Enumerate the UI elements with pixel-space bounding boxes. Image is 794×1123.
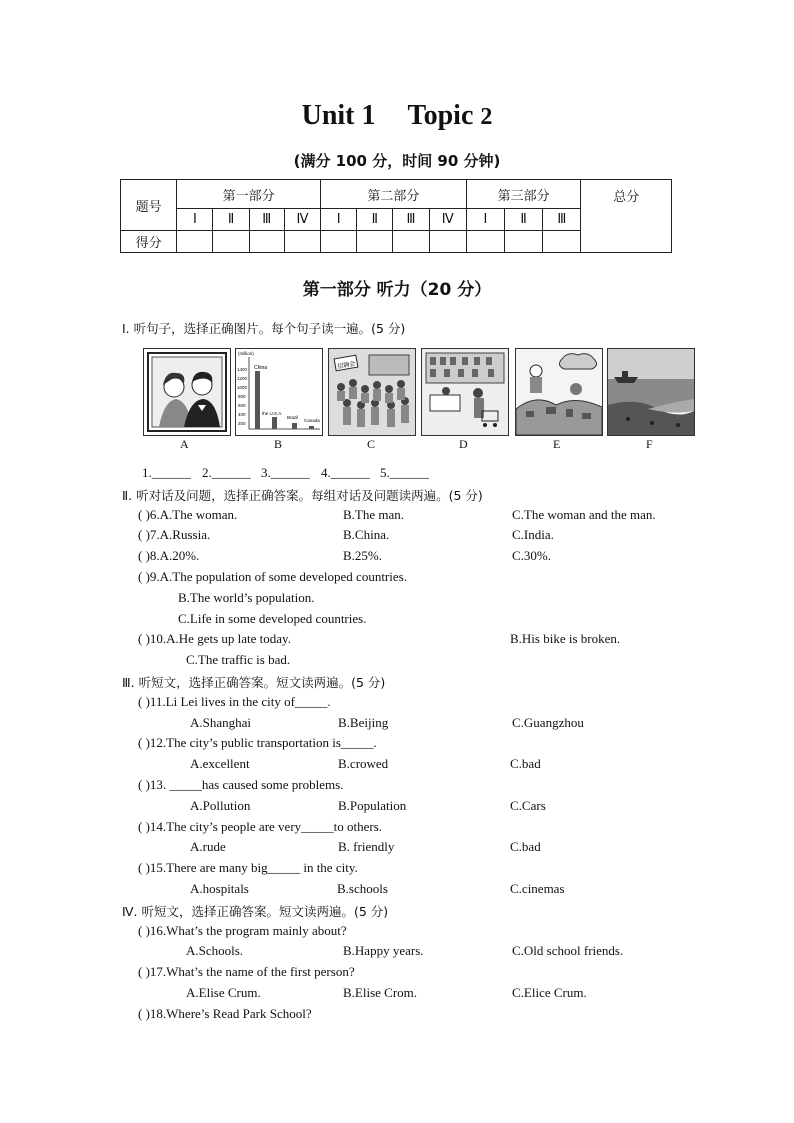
- option-c[interactable]: C.Guangzhou: [512, 715, 584, 730]
- option-b[interactable]: B.25%.: [343, 548, 382, 563]
- picture-e: [515, 348, 603, 436]
- chart-label-usa: the U.S.A.: [262, 411, 283, 416]
- option-b[interactable]: B.crowed: [338, 756, 389, 771]
- part3-col: Ⅱ: [505, 209, 543, 231]
- score-row-label: 得分: [121, 231, 177, 253]
- option-b[interactable]: B.Population: [338, 798, 407, 813]
- score-cell[interactable]: [429, 231, 466, 253]
- picture-f-label: F: [646, 437, 653, 451]
- option-c[interactable]: C.Elice Crum.: [512, 985, 587, 1000]
- part1-header: 第一部分: [177, 180, 321, 209]
- picture-d-label: D: [459, 437, 468, 451]
- option-b[interactable]: B.Beijing: [338, 715, 389, 730]
- picture-f: [607, 348, 695, 436]
- chart-tick: 1400: [237, 367, 248, 372]
- part2-heading: Ⅱ. 听对话及问题，选择正确答案。每组对话及问题读两遍。(5 分): [122, 488, 483, 503]
- score-cell[interactable]: [505, 231, 543, 253]
- part1-heading: Ⅰ. 听句子，选择正确图片。每个句子读一遍。(5 分): [122, 321, 406, 336]
- question-8: ( )8.A.20%.: [138, 548, 200, 563]
- option-a[interactable]: A.excellent: [190, 756, 250, 771]
- option-a[interactable]: A.Shanghai: [190, 715, 252, 730]
- score-cell[interactable]: [284, 231, 320, 253]
- option-c[interactable]: C.The traffic is bad.: [186, 652, 291, 667]
- question-11: ( )11.Li Lei lives in the city of_____.: [138, 694, 331, 709]
- chart-tick: 200: [238, 421, 246, 426]
- part3-col: Ⅲ: [543, 209, 581, 231]
- answer-blank-4[interactable]: 4.______: [321, 465, 370, 480]
- option-b[interactable]: B. friendly: [338, 839, 395, 854]
- chart-tick: 1000: [237, 385, 248, 390]
- topic-label: Topic: [407, 100, 474, 131]
- part3-col: Ⅰ: [466, 209, 504, 231]
- question-15: ( )15.There are many big_____ in the city.: [138, 860, 358, 875]
- picture-a: [143, 348, 231, 436]
- chart-tick: 800: [238, 394, 246, 399]
- option-c[interactable]: C.bad: [510, 839, 541, 854]
- score-cell[interactable]: [213, 231, 249, 253]
- option-a[interactable]: A.rude: [190, 839, 226, 854]
- question-13: ( )13. _____has caused some problems.: [138, 777, 344, 792]
- score-cell[interactable]: [321, 231, 357, 253]
- answer-blank-2[interactable]: 2.______: [202, 465, 251, 480]
- chart-tick: 400: [238, 412, 246, 417]
- option-b[interactable]: B.His bike is broken.: [510, 631, 621, 646]
- section-title: 第一部分 听力（20 分）: [302, 280, 492, 300]
- option-c[interactable]: C.Cars: [510, 798, 546, 813]
- question-16: ( )16.What’s the program mainly about?: [138, 923, 347, 938]
- option-a[interactable]: A.Pollution: [190, 798, 251, 813]
- option-c[interactable]: C.cinemas: [510, 881, 565, 896]
- picture-c: [328, 348, 416, 436]
- chart-label-china: China: [254, 365, 268, 371]
- option-b[interactable]: B.The world’s population.: [178, 590, 315, 605]
- part3-heading: Ⅲ. 听短文，选择正确答案。短文读两遍。(5 分): [122, 675, 386, 690]
- question-17: ( )17.What’s the name of the first person?: [138, 964, 355, 979]
- option-c[interactable]: C.The woman and the man.: [512, 507, 656, 522]
- picture-b: [235, 348, 323, 436]
- option-a[interactable]: A.hospitals: [190, 881, 249, 896]
- question-7: ( )7.A.Russia.: [138, 527, 211, 542]
- score-cell[interactable]: [177, 231, 213, 253]
- part1-col: Ⅳ: [284, 209, 320, 231]
- picture-e-label: E: [553, 437, 561, 451]
- topic-number: 2: [480, 104, 493, 130]
- question-10: ( )10.A.He gets up late today.: [138, 631, 291, 646]
- option-b[interactable]: B.Elise Crom.: [343, 985, 418, 1000]
- picture-b-label: B: [274, 437, 283, 451]
- option-b[interactable]: B.Happy years.: [343, 943, 424, 958]
- chart-tick: 1200: [237, 376, 248, 381]
- option-b[interactable]: B.The man.: [343, 507, 405, 522]
- option-c[interactable]: C.bad: [510, 756, 541, 771]
- option-c[interactable]: C.India.: [512, 527, 554, 542]
- score-cell[interactable]: [393, 231, 429, 253]
- part2-col: Ⅲ: [393, 209, 429, 231]
- score-cell[interactable]: [249, 231, 284, 253]
- part2-col: Ⅳ: [429, 209, 466, 231]
- part2-col: Ⅱ: [357, 209, 393, 231]
- job-fair-sign: 招聘会: [336, 360, 356, 371]
- unit-label: Unit 1: [301, 100, 376, 131]
- chart-label-canada: Canada: [304, 418, 320, 423]
- part2-header: 第二部分: [321, 180, 467, 209]
- question-12: ( )12.The city’s public transportation is_____.: [138, 735, 377, 750]
- answer-blank-1[interactable]: 1.______: [142, 465, 191, 480]
- option-a[interactable]: A.Elise Crum.: [186, 985, 261, 1000]
- part1-col: Ⅲ: [249, 209, 284, 231]
- score-cell[interactable]: [357, 231, 393, 253]
- picture-a-label: A: [180, 437, 189, 451]
- answer-blank-5[interactable]: 5.______: [380, 465, 429, 480]
- part2-col: Ⅰ: [321, 209, 357, 231]
- score-table: [120, 179, 672, 253]
- picture-d: [421, 348, 509, 436]
- question-number-header: 题号: [121, 180, 177, 231]
- question-6: ( )6.A.The woman.: [138, 507, 238, 522]
- question-14: ( )14.The city’s people are very_____to others.: [138, 819, 383, 834]
- answer-blank-3[interactable]: 3.______: [261, 465, 310, 480]
- option-c[interactable]: C.30%.: [512, 548, 551, 563]
- option-b[interactable]: B.China.: [343, 527, 390, 542]
- question-9: ( )9.A.The population of some developed countries.: [138, 569, 407, 584]
- option-a[interactable]: A.Schools.: [186, 943, 244, 958]
- chart-label-brazil: Brazil: [287, 415, 299, 420]
- total-header: 总分: [581, 180, 672, 253]
- chart-tick: 600: [238, 403, 246, 408]
- question-18: ( )18.Where’s Read Park School?: [138, 1006, 312, 1021]
- option-b[interactable]: B.schools: [337, 881, 388, 896]
- score-cell[interactable]: [466, 231, 504, 253]
- option-c[interactable]: C.Old school friends.: [512, 943, 624, 958]
- score-cell[interactable]: [543, 231, 581, 253]
- option-c[interactable]: C.Life in some developed countries.: [178, 611, 367, 626]
- exam-subtitle: (满分 100 分，时间 90 分钟): [293, 152, 501, 170]
- part3-header: 第三部分: [466, 180, 581, 209]
- part1-col: Ⅰ: [177, 209, 213, 231]
- part4-heading: Ⅳ. 听短文，选择正确答案。短文读两遍。(5 分): [122, 904, 389, 919]
- picture-c-label: C: [367, 437, 376, 451]
- part1-col: Ⅱ: [213, 209, 249, 231]
- chart-unit-label: (million): [238, 351, 254, 356]
- page-title: [0, 100, 794, 132]
